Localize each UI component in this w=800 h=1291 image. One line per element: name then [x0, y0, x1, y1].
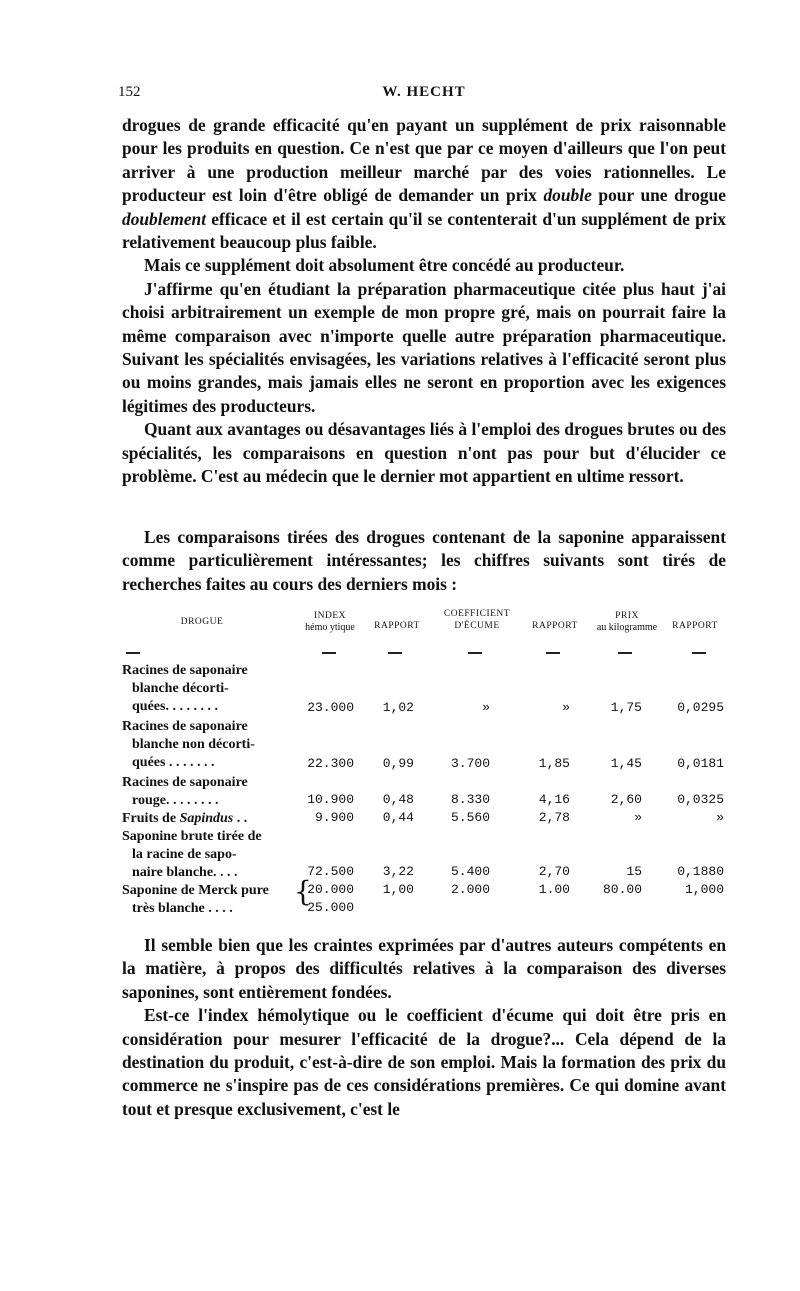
label-line: rouge. . . . . . . .	[132, 793, 219, 808]
brace-mark: {	[294, 875, 312, 908]
cell-coefficient: 2.000	[450, 882, 490, 897]
header-index-label: INDEX	[313, 611, 347, 621]
table-row-label	[122, 828, 298, 882]
cell-rapport-3: 1,000	[684, 882, 724, 897]
label-line: la racine de sapo-	[132, 847, 237, 862]
cell-index: 10.900	[307, 792, 354, 807]
header-dash	[618, 652, 632, 654]
label-line: Saponine de Merck pure	[122, 883, 269, 898]
text-block-top	[122, 114, 726, 489]
header-coefficient-sub: D'ÉCUME	[454, 621, 500, 631]
table-row-label	[122, 810, 298, 828]
text-block-bottom	[122, 934, 726, 1121]
label-line: très blanche . . . .	[132, 901, 233, 916]
header-rapport-1: RAPPORT	[374, 621, 420, 631]
cell-rapport-2: 2,78	[538, 810, 570, 825]
cell-rapport-1: 1,02	[382, 700, 414, 715]
label-line: quées . . . . . . .	[132, 755, 215, 770]
paragraph-3: J'affirme qu'en étudiant la préparation pharmaceutique citée plus haut j'ai choisi arbitrairement un exemple de mon propre gré, mais on pourrait faire la même comparaison avec n'importe quelle autre préparation pharmaceutique. Suivant les spécialités envisagées, les variations relatives à l'efficacité seront plus ou moins grandes, mais jamais elles ne seront en proportion avec les exigences légitimes des producteurs.	[122, 278, 726, 416]
running-title: W. HECHT	[382, 84, 466, 100]
cell-index: 23.000	[307, 700, 354, 715]
cell-rapport-1: 1,00	[382, 882, 414, 897]
emphasis-doublement: doublement	[122, 208, 207, 229]
cell-prix: 15	[626, 864, 642, 879]
header-dash	[126, 652, 140, 654]
table-row-label	[122, 718, 298, 772]
running-head	[118, 84, 730, 108]
cell-coefficient: 5.400	[450, 864, 490, 879]
cell-coefficient: »	[482, 700, 490, 715]
header-rapport-3: RAPPORT	[672, 621, 718, 631]
label-line: Saponine brute tirée de	[122, 829, 262, 844]
header-prix	[592, 610, 662, 634]
header-coefficient-label: COEFFICIENT	[443, 609, 511, 619]
cell-rapport-2: 2,70	[538, 864, 570, 879]
paragraph-4: Quant aux avantages ou désavantages liés à l'emploi des drogues brutes ou des spécialités, les comparaisons en question n'ont pas pour but d'élucider ce problème. C'est au médecin que le dernier mot appartient en ultime ressort.	[122, 419, 726, 487]
label-line: blanche non décorti-	[132, 737, 255, 752]
header-coefficient	[434, 608, 520, 632]
label-italic: Sapindus	[179, 811, 234, 826]
paragraph-5: Il semble bien que les craintes exprimées par d'autres auteurs compétents en la matière, à propos des difficultés relatives à la comparaison des diverses saponines, sont entièrement fondées.	[122, 935, 726, 1002]
header-dash	[546, 652, 560, 654]
page-number: 152	[118, 84, 141, 100]
label-line: Fruits de	[122, 811, 180, 826]
paragraph-table-intro: Les comparaisons tirées des drogues contenant de la saponine apparaissent comme particulièrement intéressantes; les chiffres suivants sont tirés de recherches faites au cours des derniers mois :	[122, 527, 726, 594]
header-index-sub: hémo ytique	[305, 622, 355, 633]
cell-rapport-1: 0,48	[382, 792, 414, 807]
text-block-intro	[122, 526, 726, 596]
header-rapport-2: RAPPORT	[532, 621, 578, 631]
label-line: Racines de saponaire	[122, 663, 248, 678]
paragraph-6: Est-ce l'index hémolytique ou le coefficient d'écume qui doit être pris en considération pour mesurer l'efficacité de la drogue?... Cela dépend de la destination du produit, c'est-à-dire de son emploi. Mais la formation des prix du commerce ne s'inspire pas de ces considérations premières. Ce qui domine avant tout et presque exclusivement, c'est le	[122, 1005, 726, 1119]
cell-rapport-1: 3,22	[382, 864, 414, 879]
header-dash	[388, 652, 402, 654]
cell-index: 20.000	[307, 882, 354, 897]
cell-rapport-2: 1.00	[538, 882, 570, 897]
cell-rapport-1: 0,99	[382, 756, 414, 771]
cell-prix: 1,75	[610, 700, 642, 715]
cell-rapport-2: »	[562, 700, 570, 715]
paragraph-1-part-b: pour une drogue	[591, 185, 726, 206]
header-dash	[468, 652, 482, 654]
header-prix-label: PRIX	[615, 611, 639, 621]
cell-coefficient: 5.560	[450, 810, 490, 825]
paragraph-1-part-c: efficace et il est certain qu'il se contenterait d'un supplément de prix relativement beaucoup plus faible.	[122, 208, 726, 253]
header-prix-sub: au kilogramme	[596, 622, 658, 633]
cell-coefficient: 3.700	[450, 756, 490, 771]
label-line: naire blanche. . . .	[132, 865, 238, 880]
cell-prix: 1,45	[610, 756, 642, 771]
cell-rapport-1: 0,44	[382, 810, 414, 825]
label-line: quées. . . . . . . .	[132, 699, 218, 714]
cell-rapport-3: 0,0325	[677, 792, 724, 807]
paragraph-1-part-a: drogues de grande efficacité qu'en payant un supplément de prix raisonnable pour les produits en question. Ce n'est que par ce moyen d'ailleurs que l'on peut arriver à une production meilleur marché par des voies rationnelles. Le producteur est loin d'être obligé de demander un prix	[122, 115, 726, 206]
label-line: blanche décorti-	[132, 681, 229, 696]
cell-index-second: 25.000	[307, 900, 354, 915]
cell-rapport-2: 1,85	[538, 756, 570, 771]
header-drogue: DROGUE	[180, 617, 224, 627]
cell-rapport-3: 0,0181	[677, 756, 724, 771]
cell-rapport-3: »	[716, 810, 724, 825]
label-line: . .	[233, 811, 248, 826]
cell-rapport-3: 0,1880	[677, 864, 724, 879]
cell-prix: 80.00	[602, 882, 642, 897]
table-row-label	[122, 662, 298, 716]
header-dash	[692, 652, 706, 654]
cell-rapport-3: 0,0295	[677, 700, 724, 715]
cell-index: 22.300	[307, 756, 354, 771]
cell-index: 72.500	[307, 864, 354, 879]
label-line: Racines de saponaire	[122, 719, 248, 734]
paragraph-1	[122, 114, 726, 254]
paragraph-2: Mais ce supplément doit absolument être concédé au producteur.	[144, 255, 625, 276]
cell-prix: »	[634, 810, 642, 825]
cell-coefficient: 8.330	[450, 792, 490, 807]
cell-index: 9.900	[314, 810, 354, 825]
table-row-label	[122, 774, 298, 810]
emphasis-double: double	[543, 185, 592, 206]
cell-rapport-2: 4,16	[538, 792, 570, 807]
label-line: Racines de saponaire	[122, 775, 248, 790]
saponine-table	[122, 610, 726, 926]
table-row-label	[122, 882, 298, 918]
cell-prix: 2,60	[610, 792, 642, 807]
header-dash	[322, 652, 336, 654]
header-index	[302, 610, 358, 634]
